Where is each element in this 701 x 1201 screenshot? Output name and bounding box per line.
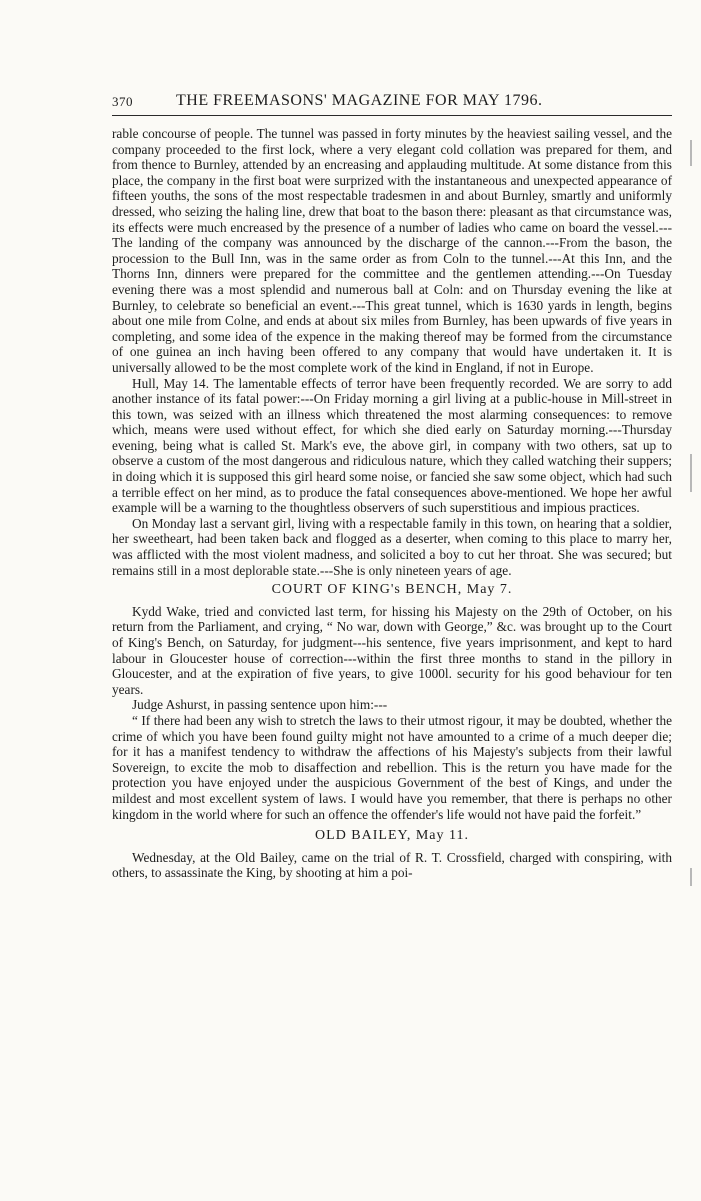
running-title: THE FREEMASONS' MAGAZINE FOR MAY 1796. [176,92,543,109]
margin-mark [690,868,692,886]
paragraph-crossfield: Wednesday, at the Old Bailey, came on the trial of R. T. Crossfield, charged with conspiring, with others, to assassinate the King, by shooting at him a poi- [112,849,672,881]
page-number: 370 [112,94,133,109]
section-heading-kings-bench: COURT OF KING's BENCH, May 7. [271,582,513,598]
paragraph-judge-ashurst: Judge Ashurst, in passing sentence upon him:--- [132,697,388,713]
header-rule [112,115,672,116]
paragraph-hull: Hull, May 14. The lamentable effects of terror have been frequently recorded. We are sorry to add another instance of its fatal power:---On Friday morning a girl living at a public-house in Mill-street in this town, was seized with an illness which threatened the most alarming consequences: to remove which, means were used without effect, for which she died early on Saturday morning.---Thursday evening, being what is called St. Mark's eve, the above girl, in company with two others, sat up to observe a custom of the most dangerous and ridiculous nature, which they called watching their suppers; in doing which it is supposed this girl heard some noise, or fancied she saw some object, which had such a terrible effect on her mind, as to produce the fatal consequences above-mentioned. We hope her awful example will be a warning to the thoughtless observers of such superstitious and impious practices. [112,375,672,516]
margin-mark [690,140,692,166]
section-heading-old-bailey: OLD BAILEY, May 11. [315,828,469,844]
margin-mark [690,454,692,492]
paragraph-servant-girl: On Monday last a servant girl, living with a respectable family in this town, on hearing that a soldier, her sweetheart, had been taken back and flogged as a deserter, when coming to this place to marry her, was afflicted with the most violent madness, and solicited a boy to cut her throat. She was secured; but remains still in a most deplorable state.---She is only nineteen years of age. [112,515,672,578]
paragraph-kydd-wake: Kydd Wake, tried and convicted last term, for hissing his Majesty on the 29th of October, on his return from the Parliament, and crying, “ No war, down with George,” &c. was brought up to the Court of King's Bench, on Saturday, for judgment---his sentence, five years imprisonment, and kept to hard labour in Gloucester house of correction---within the first three months to stand in the pillory in Gloucester, and at the expiration of five years, to give 1000l. security for his good behaviour for ten years. [112,603,672,697]
page-header [112,92,672,112]
paragraph-tunnel: rable concourse of people. The tunnel was passed in forty minutes by the heaviest sailing vessel, and the company proceeded to the first lock, where a very elegant cold collation was prepared for them, and from thence to Burnley, attended by an encreasing and applauding multitude. At some distance from this place, the company in the first boat were surprized with the instantaneous and unexpected appearance of fifteen youths, the sons of the most respectable tradesmen in and about Burnley, smartly and uniformly dressed, who seizing the haling line, drew that boat to the bason there: pleasant as that circumstance was, its effects were much encreased by the presence of a number of ladies who came on board the vessel.---The landing of the company was announced by the discharge of the cannon.---From the bason, the procession to the Bull Inn, was in the same order as from Coln to the tunnel.---At this Inn, and the Thorns Inn, dinners were prepared for the committee and the gentlemen attending.---On Tuesday evening there was a most splendid and numerous ball at Coln: and on Thursday evening the like at Burnley, to celebrate so beneficial an event.---This great tunnel, which is 1630 yards in length, begins about one mile from Colne, and ends at about six miles from Burnley, has been upwards of five years in completing, and some idea of the expence in the making thereof may be formed from the circumstance of one guinea an inch having been offered to any company that would have undertaken it. It is universally allowed to be the most complete work of the kind in England, if not in Europe. [112,126,672,375]
article-body [112,126,672,881]
paragraph-sentence-quote: “ If there had been any wish to stretch the laws to their utmost rigour, it may be doubted, whether the crime of which you have been found guilty might not have amounted to a crime of a much deeper die; for it has a manifest tendency to withdraw the affections of his Majesty's subjects from their lawful Sovereign, to excite the mob to disaffection and rebellion. This is the return you have made for the protection you have enjoyed under the auspicious Government of the best of Kings, and under the mildest and most excellent system of laws. I would have you remember, that there is perhaps no other kingdom in the world where for such an offence the offender's life would not have paid the forfeit.” [112,712,672,822]
